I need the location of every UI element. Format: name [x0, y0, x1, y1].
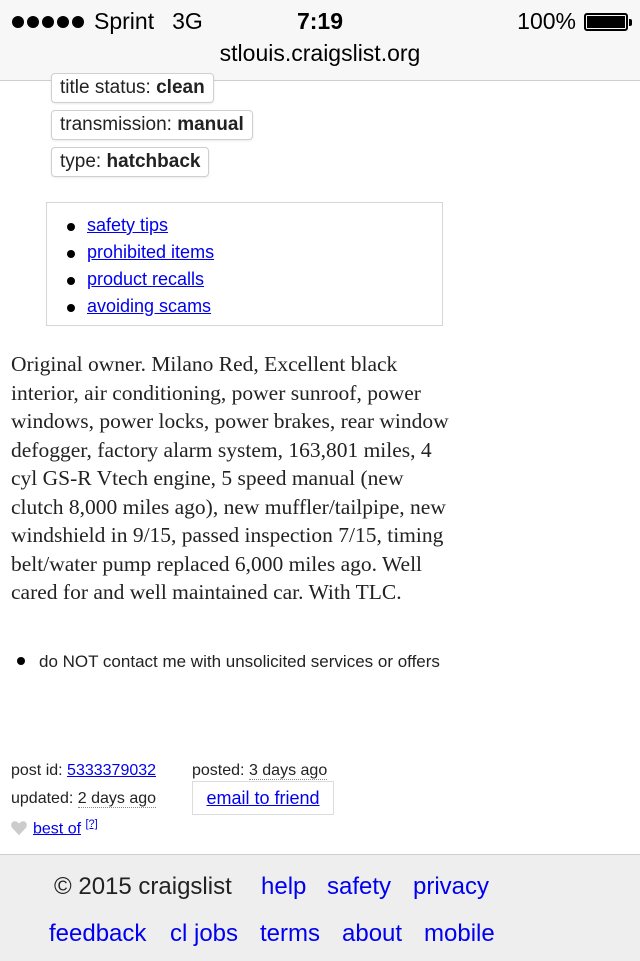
footer	[0, 854, 640, 961]
updated-label: updated:	[11, 790, 74, 807]
carrier-name: Sprint	[94, 8, 155, 34]
address-bar-url[interactable]: stlouis.craigslist.org	[219, 40, 421, 66]
network-type: 3G	[172, 8, 203, 34]
battery-group	[517, 8, 628, 35]
list-item	[87, 269, 204, 290]
product-recalls-link[interactable]: product recalls	[87, 269, 205, 289]
footer-link-mobile[interactable]: mobile	[424, 920, 495, 947]
heart-icon[interactable]	[10, 819, 28, 837]
footer-link-cl-jobs[interactable]: cl jobs	[170, 920, 239, 947]
copyright: © 2015 craigslist	[54, 873, 232, 900]
email-to-friend-link[interactable]: email to friend	[206, 788, 320, 808]
attribute-value: manual	[177, 114, 244, 135]
status-bar	[0, 0, 640, 81]
list-item	[87, 215, 168, 236]
footer-link-help[interactable]: help	[261, 873, 307, 900]
safety-links-box	[46, 202, 443, 326]
posted-label: posted:	[192, 762, 245, 779]
post-id-row	[11, 762, 156, 780]
footer-link-terms[interactable]: terms	[260, 920, 320, 947]
email-to-friend-box	[192, 781, 334, 815]
bullet-icon	[17, 657, 25, 665]
best-of-group	[33, 818, 98, 838]
notice-text: do NOT contact me with unsolicited services or offers	[39, 652, 440, 671]
footer-link-privacy[interactable]: privacy	[413, 873, 490, 900]
safety-tips-link[interactable]: safety tips	[87, 215, 169, 235]
attribute-label: transmission:	[60, 114, 172, 135]
best-of-help-link[interactable]: [?]	[85, 818, 98, 830]
battery-percent: 100%	[517, 8, 576, 34]
avoiding-scams-link[interactable]: avoiding scams	[87, 296, 212, 316]
attribute-label: title status:	[60, 77, 151, 98]
attribute-label: type:	[60, 151, 102, 172]
post-id-link[interactable]: 5333379032	[67, 762, 157, 779]
posting-body: Original owner. Milano Red, Excellent black interior, air conditioning, power sunroof, power windows, power locks, power brakes, rear window defogger, factory alarm system, 163,801 miles, 4 cyl GS-R Vtech engine, 5 speed manual (new clutch 8,000 miles ago), new muffler/tailpipe, new windshield in 9/15, passed inspection 7/15, timing belt/water pump replaced 6,000 miles ago. Well cared for and well maintained car. With TLC.	[11, 352, 449, 604]
attribute-value: clean	[156, 77, 205, 98]
footer-link-about[interactable]: about	[342, 920, 403, 947]
clock: 7:19	[296, 8, 344, 34]
attribute-type	[51, 147, 209, 177]
footer-link-feedback[interactable]: feedback	[49, 920, 147, 947]
prohibited-items-link[interactable]: prohibited items	[87, 242, 215, 262]
post-id-label: post id:	[11, 762, 63, 779]
attribute-value: hatchback	[106, 151, 201, 172]
list-item	[87, 296, 211, 317]
best-of-link[interactable]: best of	[33, 820, 82, 838]
posted-row	[192, 762, 327, 780]
updated-time: 2 days ago	[77, 790, 157, 807]
updated-row	[11, 790, 156, 808]
list-item	[87, 242, 214, 263]
attribute-title-status	[51, 73, 214, 103]
posted-time: 3 days ago	[248, 762, 328, 779]
footer-link-safety[interactable]: safety	[327, 873, 392, 900]
attribute-transmission	[51, 110, 253, 140]
battery-icon	[584, 13, 628, 31]
